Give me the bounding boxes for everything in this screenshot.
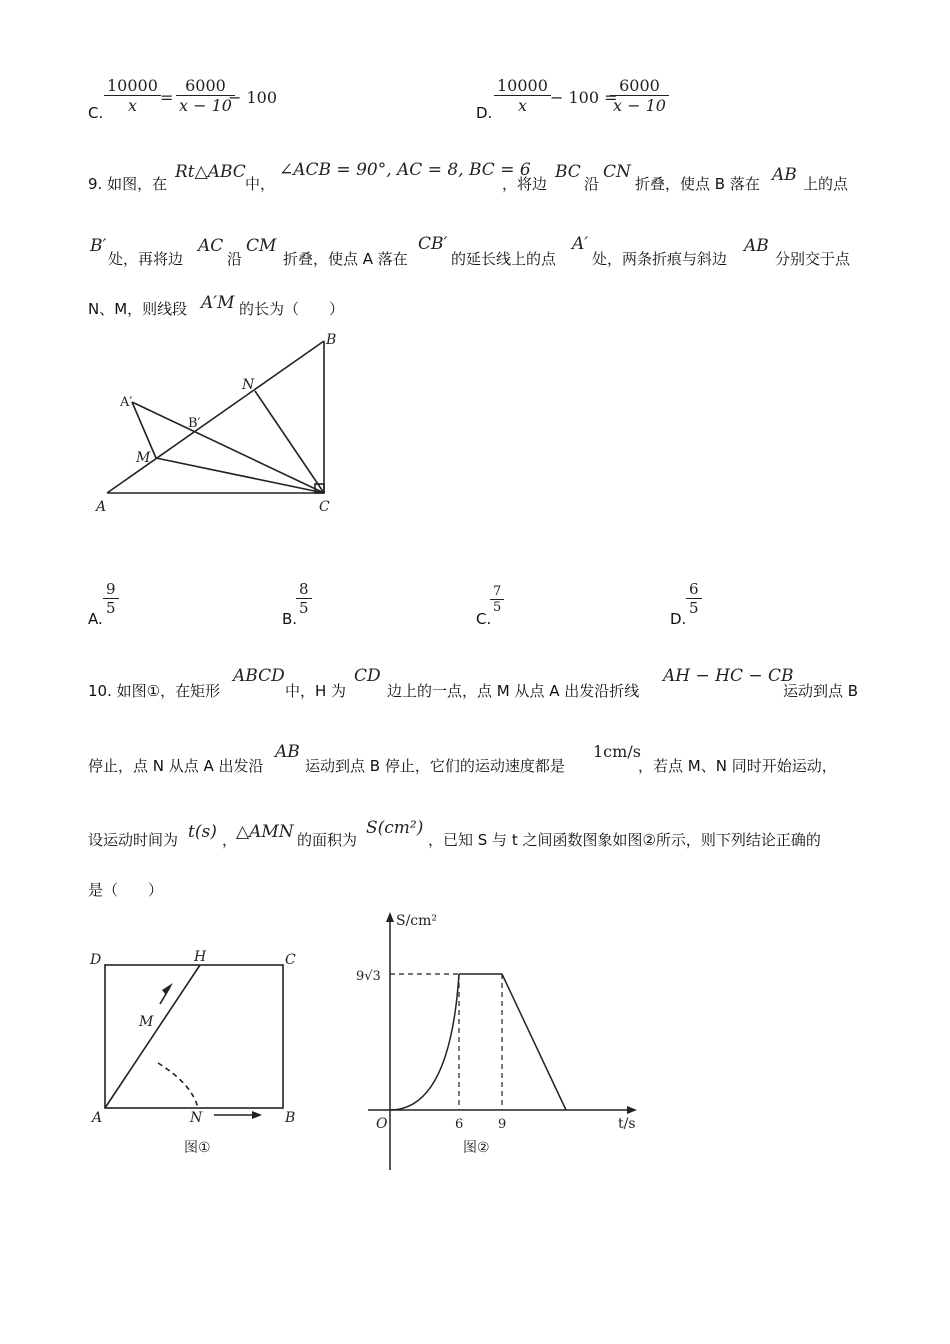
svg-text:C: C [285,952,296,968]
y-axis-arrow-icon [386,912,394,922]
svg-text:N: N [190,1110,203,1126]
arrow-up-icon [162,983,173,995]
dashed-mn [158,1063,198,1108]
label-c: C [319,499,330,515]
fraction: $\frac{10000}{x}$ [104,76,161,115]
rectangle-abcd [105,965,283,1108]
figure-caption: 图② [463,1140,490,1156]
label-m: M [136,450,151,466]
svg-text:H: H [194,949,207,965]
fold-cn [255,391,324,493]
option-label: C. [88,104,104,122]
svg-text:A: A [92,1110,103,1126]
y-axis-label: S/cm² [396,913,438,929]
label-a: A [96,499,107,515]
curve-rise [390,974,459,1110]
fraction: $\frac{6000}{x - 10}$ [176,76,235,115]
fraction: $\frac{10000}{x}$ [494,76,551,115]
arrow-right-icon [252,1111,262,1119]
label-b: B [326,332,337,348]
line-ca-prime [132,402,324,493]
x-tick-label-9: 9 [498,1117,507,1132]
origin-label: O [376,1116,388,1132]
option-label: D. [476,104,493,122]
y-tick-label: 9√3 [356,969,381,984]
x-axis-arrow-icon [627,1106,637,1114]
x-tick-label-6: 6 [455,1117,464,1132]
q9-triangle-figure [88,325,358,525]
svg-text:图①: 图① [184,1140,211,1156]
label-b-prime: B′ [188,416,201,431]
svg-text:B: B [285,1110,296,1126]
svg-text:M: M [139,1014,154,1030]
x-axis-label: t/s [618,1116,636,1132]
q10-figure-1 [86,938,326,1160]
fraction: $\frac{6000}{x - 10}$ [610,76,669,115]
decline [502,974,566,1110]
q10-figure-2-graph [350,906,650,1176]
fold-cm [156,458,324,493]
label-n: N [242,377,255,393]
label-a-prime: A′ [120,395,133,410]
svg-text:D: D [90,952,102,968]
